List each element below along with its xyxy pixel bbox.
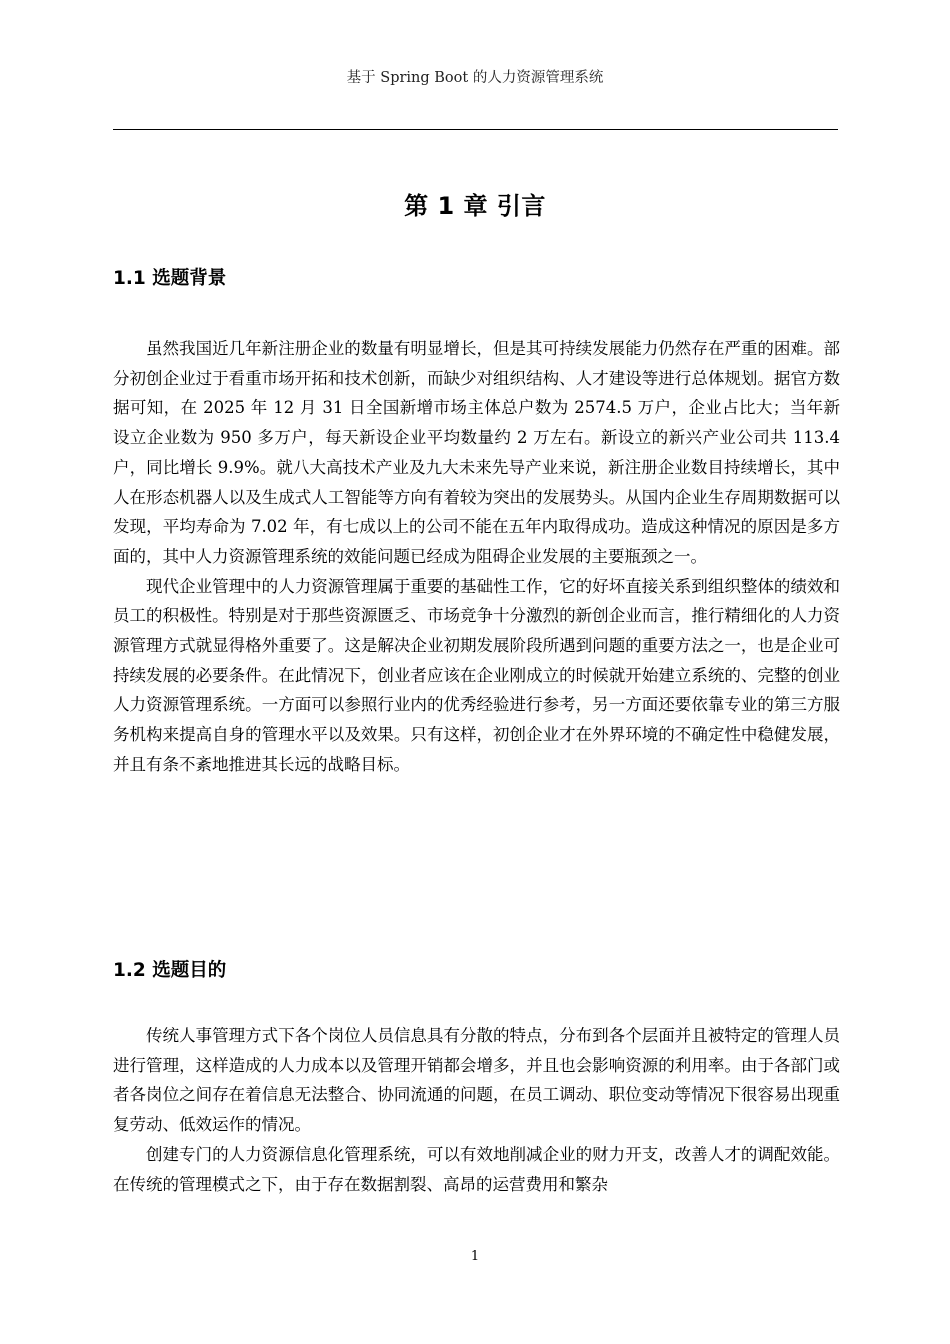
paragraph: 虽然我国近几年新注册企业的数量有明显增长，但是其可持续发展能力仍然存在严重的困难。部分初创企业过于看重市场开拓和技术创新，而缺少对组织结构、人才建设等进行总体规划。据官方数据可知，在 2025 年 12 月 31 日全国新增市场主体总户数为 2574.5 万户，企业占比大；当年新设立企业数为 950 多万户，每天新设企业平均数量约 2 万左右。新设立的新兴产业公司共 113.4 户，同比增长 9.9%。就八大高技术产业及九大未来先导产业来说，新注册企业数目持续增长，其中人在形态机器人以及生成式人工智能等方向有着较为突出的发展势头。从国内企业生存周期数据可以发现，平均寿命为 7.02 年，有七成以上的公司不能在五年内取得成功。造成这种情况的原因是多方面的，其中人力资源管理系统的效能问题已经成为阻碍企业发展的主要瓶颈之一。 (113, 339, 840, 566)
section-body-purpose (113, 1021, 840, 1199)
section-heading-purpose: 1.2 选题目的 (113, 960, 227, 981)
paragraph: 现代企业管理中的人力资源管理属于重要的基础性工作，它的好坏直接关系到组织整体的绩效和员工的积极性。特别是对于那些资源匮乏、市场竞争十分激烈的新创企业而言，推行精细化的人力资源管理方式就显得格外重要了。这是解决企业初期发展阶段所遇到问题的重要方法之一，也是企业可持续发展的必要条件。在此情况下，创业者应该在企业刚成立的时候就开始建立系统的、完整的创业人力资源管理系统。一方面可以参照行业内的优秀经验进行参考，另一方面还要依靠专业的第三方服务机构来提高自身的管理水平以及效果。只有这样，初创企业才在外界环境的不确定性中稳健发展，并且有条不紊地推进其长远的战略目标。 (113, 576, 840, 774)
paragraph: 传统人事管理方式下各个岗位人员信息具有分散的特点，分布到各个层面并且被特定的管理人员进行管理，这样造成的人力成本以及管理开销都会增多，并且也会影响资源的利用率。由于各部门或者各岗位之间存在着信息无法整合、协同流通的问题，在员工调动、职位变动等情况下很容易出现重复劳动、低效运作的情况。 (113, 1026, 840, 1135)
running-header: 基于 Spring Boot 的人力资源管理系统 (346, 70, 604, 86)
page-number: 1 (470, 1249, 480, 1264)
paragraph: 创建专门的人力资源信息化管理系统，可以有效地削减企业的财力开支，改善人才的调配效能。在传统的管理模式之下，由于存在数据割裂、高昂的运营费用和繁杂 (113, 1144, 840, 1194)
header-divider (113, 129, 838, 130)
section-heading-background: 1.1 选题背景 (113, 268, 227, 289)
chapter-title: 第 1 章 引言 (404, 192, 546, 220)
section-body-background (113, 334, 840, 780)
